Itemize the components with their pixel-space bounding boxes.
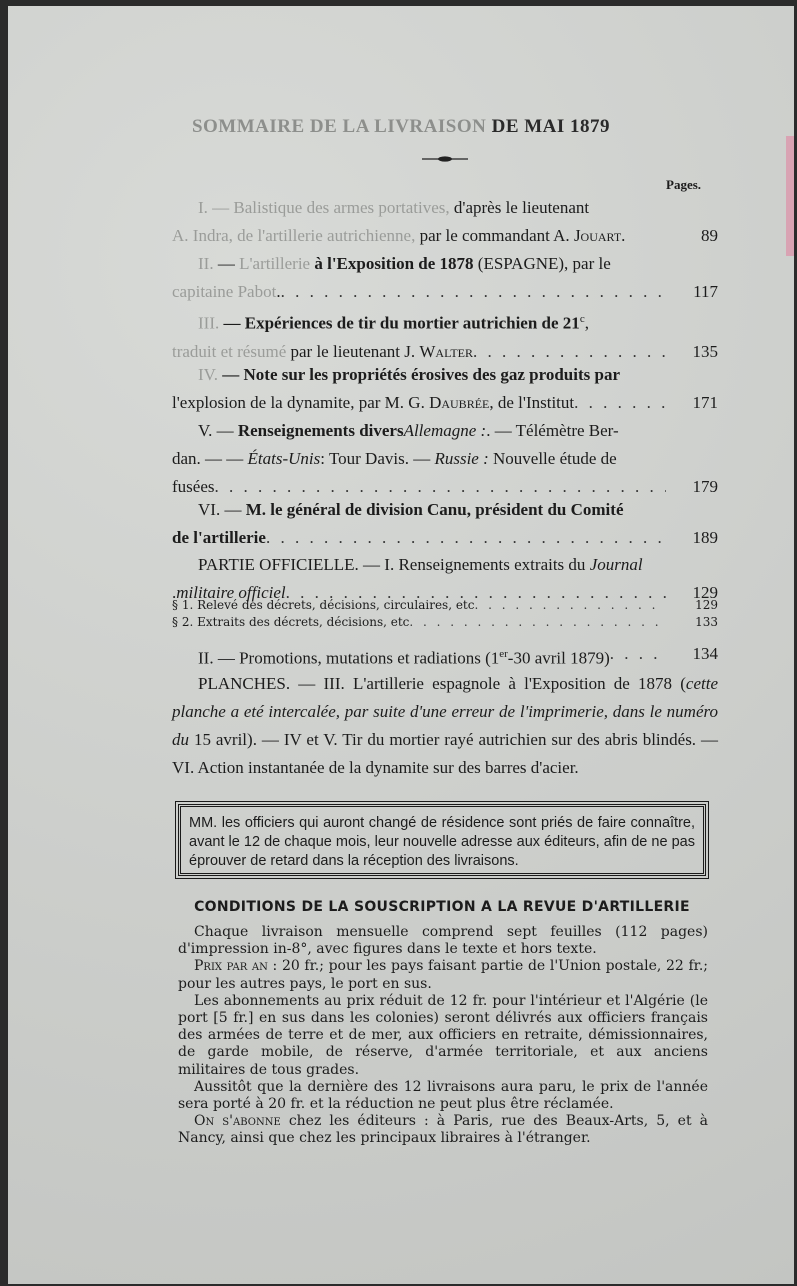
planches-italic-note: cette planche a eté intercalée, par suite d'une erreur de l'imprimerie, dans le numéro du — [172, 674, 718, 749]
toc-page-number: 135 — [692, 341, 718, 361]
planches-paragraph — [172, 670, 718, 782]
toc-line — [172, 250, 718, 278]
conditions-p1: Chaque livraison mensuelle comprend sept feuilles (112 pages) d'impression in-8°, avec figures dans le texte et hors texte. — [178, 924, 708, 958]
toc-leader-dots — [266, 524, 666, 552]
price-label: Prix par an — [194, 958, 268, 975]
toc-segment: A. Indra, de l'artillerie autrichienne, — [172, 226, 416, 245]
toc-line — [172, 551, 718, 579]
conditions-p5 — [178, 1113, 708, 1147]
toc-leader-dots — [574, 389, 666, 417]
toc-line — [172, 445, 718, 473]
toc-entry — [172, 250, 718, 306]
toc-segment: Walter — [419, 341, 473, 361]
toc-line-text — [198, 250, 611, 278]
planches-text: PLANCHES. — III. L'artillerie espagnole à l'Exposition de 1878 ( — [198, 674, 686, 693]
toc-page-number: 133 — [695, 615, 718, 629]
toc-leader-dots — [610, 640, 666, 673]
title-main-part: DE MAI 1879 — [491, 116, 611, 137]
toc-segment: er — [499, 648, 508, 660]
toc-entry — [172, 640, 718, 673]
toc-segment: (ESPAGNE), par le — [473, 254, 611, 273]
conditions-p2 — [178, 958, 708, 992]
toc-segment: — — [213, 254, 240, 273]
toc-line-text — [172, 222, 625, 250]
toc-segment: M. le général de division Canu, président du Comité — [245, 500, 624, 519]
toc-segment: Télémètre Ber- — [515, 421, 619, 440]
toc-leader-dots — [474, 597, 666, 614]
conditions-p3: Les abonnements au prix réduit de 12 fr. pour l'intérieur et l'Algérie (le port [5 fr.] en sus dans les colonies) seront délivrés aux officiers français des armées de terre et de mer, aux officiers en retraite, démissionnaires, de garde mobile, de réserve, d'armée territoriale, et aux anciens militaires de tous grades. — [178, 992, 708, 1078]
toc-line — [172, 389, 718, 417]
toc-segment: par le lieutenant J. — [286, 341, 420, 361]
toc-line-text — [198, 640, 610, 673]
toc-line — [172, 278, 718, 306]
toc-line-text — [198, 361, 620, 389]
toc-segment: à l'Exposition de 1878 — [310, 254, 474, 273]
toc-line-text — [198, 194, 589, 222]
toc-entry — [172, 361, 718, 417]
toc-segment: militaire officiel — [176, 583, 286, 602]
toc-segment: Daubrée — [429, 393, 490, 412]
toc-segment: . — [172, 583, 177, 602]
toc-line — [172, 194, 718, 222]
toc-segment: d'après le lieutenant — [449, 198, 590, 217]
toc-segment: Jouart — [573, 226, 622, 245]
subscribe-text: chez les éditeurs : à Paris, rue des Beaux-Arts, 5, et à Nancy, ainsi que chez les principaux libraires à l'étranger. — [178, 1113, 708, 1147]
toc-entry — [172, 194, 718, 250]
page-edge-mark — [786, 136, 794, 256]
toc-segment: traduit et résumé — [172, 341, 287, 361]
pages-column-label: Pages. — [666, 177, 702, 192]
officers-notice-box — [178, 804, 706, 876]
toc-page-number: 117 — [693, 282, 718, 301]
toc-line-text — [198, 551, 643, 579]
toc-entry — [172, 496, 718, 552]
toc-page-number: 129 — [695, 598, 718, 612]
toc-line-text — [172, 524, 266, 552]
toc-segment: capitaine Pabot — [172, 282, 277, 301]
toc-line-text — [198, 496, 624, 524]
toc-line — [172, 361, 718, 389]
toc-segment: IV. — [198, 365, 218, 384]
toc-page-number: 171 — [692, 393, 718, 412]
toc-segment: de l'artillerie — [172, 528, 266, 547]
toc-segment: § 2. Extraits des décrets, décisions, etc — [172, 615, 410, 629]
toc-line — [172, 222, 718, 250]
title-faded-part: SOMMAIRE DE LA LIVRAISON — [191, 116, 487, 137]
toc-segment: I. — Balistique des armes portatives, — [198, 198, 450, 217]
conditions-p4: Aussitôt que la dernière des 12 livraisons aura paru, le prix de l'année sera porté à 20 fr. et la réduction ne peut plus être réclamée. — [178, 1078, 708, 1113]
toc-entry — [172, 417, 718, 501]
toc-segment: V. — — [198, 421, 238, 440]
toc-line — [172, 597, 718, 614]
toc-page-number: 129 — [692, 583, 718, 602]
toc-segment: § 1. Relevé des décrets, décisions, circulaires, etc — [172, 598, 475, 612]
planches-rest: 15 avril). — IV et V. Tir du mortier rayé autrichien sur des abris blindés. — VI. Action instantanée de la dynamite sur des barres d'acier. — [172, 730, 718, 777]
toc-segment: . — — [486, 421, 516, 440]
toc-line-text — [172, 278, 281, 306]
toc-segment: . — [276, 282, 281, 301]
subscribe-label: On s'abonne — [194, 1113, 281, 1130]
toc-segment: : Tour Davis. — — [320, 449, 435, 468]
toc-page-number: 134 — [692, 644, 718, 663]
toc-segment: -30 avril 1879) — [507, 648, 610, 668]
toc-segment: , de l'Institut — [489, 393, 575, 412]
document-page — [8, 6, 794, 1284]
toc-line-text — [172, 445, 617, 473]
toc-entry — [172, 305, 718, 366]
toc-segment: L'artillerie — [239, 254, 311, 273]
toc-segment: II. — [198, 254, 214, 273]
toc-page-number: 189 — [692, 528, 718, 547]
toc-segment: par le commandant A. — [415, 226, 574, 245]
toc-segment: Allemagne : — [403, 421, 487, 440]
toc-segment: Renseignements divers — [237, 421, 404, 440]
notice-text: MM. les officiers qui auront changé de résidence sont priés de faire connaître, avant le 12 de chaque mois, leur nouvelle adresse aux éditeurs, afin de ne pas éprouver de retard dans la réception des livraisons. — [189, 815, 695, 869]
toc-line-text — [172, 614, 409, 631]
toc-segment: PARTIE OFFICIELLE. — I. Renseignements extraits du — [198, 555, 590, 574]
toc-segment: Nouvelle étude de — [488, 449, 617, 468]
toc-leader-dots — [281, 278, 666, 306]
toc-segment: — Expériences de tir du mortier autrichien de 21 — [219, 313, 580, 333]
toc-line — [172, 614, 718, 631]
price-text: : 20 fr.; pour les pays faisant partie de l'Union postale, 22 fr.; pour les autres pays, le port en sus. — [178, 958, 709, 992]
toc-line — [172, 417, 718, 445]
toc-line-text — [198, 305, 589, 338]
toc-line-text — [172, 597, 474, 614]
toc-segment: l'explosion de la dynamite, par M. G. — [172, 393, 430, 412]
toc-segment: III. — [198, 313, 220, 333]
conditions-text — [178, 924, 708, 1148]
toc-page-number: 179 — [692, 477, 718, 496]
toc-entry — [172, 597, 718, 631]
toc-line — [172, 305, 718, 338]
toc-segment: Journal — [589, 555, 643, 574]
toc-segment: Russie : — [434, 449, 489, 468]
toc-segment: — Note sur les propriétés érosives des gaz produits par — [218, 365, 621, 384]
summary-title — [8, 116, 794, 138]
toc-segment: , — [584, 313, 589, 333]
toc-line-text — [198, 417, 619, 445]
toc-line — [172, 524, 718, 552]
conditions-title: CONDITIONS DE LA SOUSCRIPTION A LA REVUE D'ARTILLERIE — [194, 899, 690, 915]
toc-segment: dan. — — — [172, 449, 248, 468]
title-ornament — [420, 154, 470, 164]
toc-line-text — [172, 389, 574, 417]
toc-page-number: 89 — [701, 226, 718, 245]
toc-line — [172, 640, 718, 673]
toc-segment: VI. — — [198, 500, 246, 519]
toc-segment: c — [579, 313, 585, 325]
toc-line — [172, 496, 718, 524]
toc-segment: II. — Promotions, mutations et radiations (1 — [198, 648, 500, 668]
toc-segment: États-Unis — [247, 449, 321, 468]
toc-segment: . — [621, 226, 626, 245]
toc-leader-dots — [409, 614, 666, 631]
toc-segment: fusées — [172, 477, 215, 496]
